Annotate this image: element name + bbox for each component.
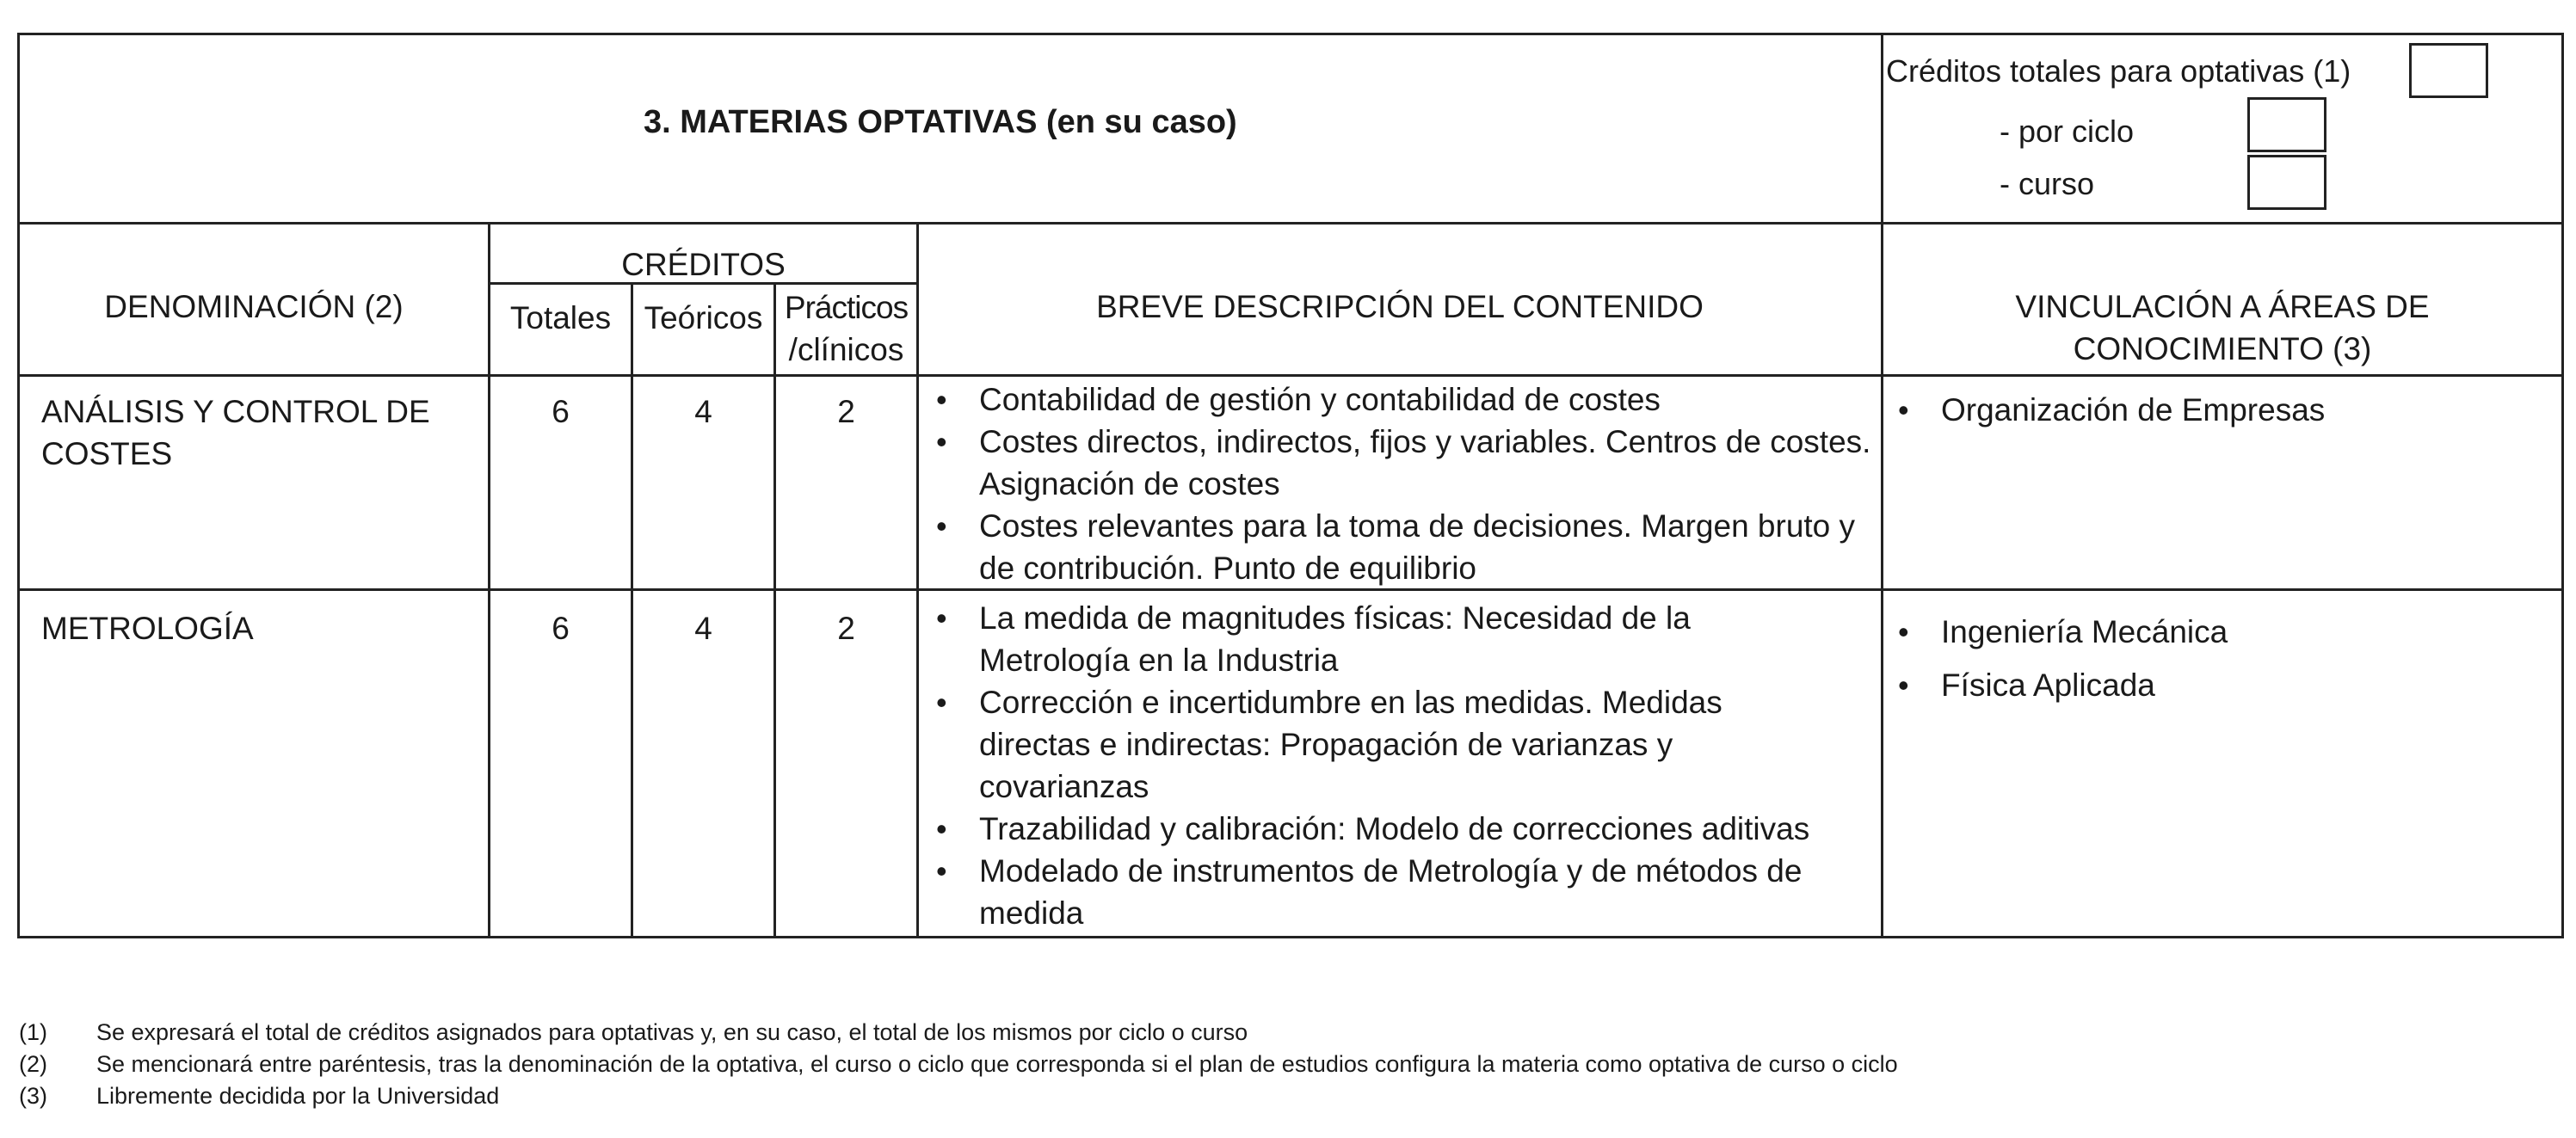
col-header-teoricos: Teóricos <box>644 300 763 335</box>
col-divider-areas <box>1881 33 1883 938</box>
credits-totales: 6 <box>552 394 570 429</box>
subject-name: METROLOGÍA <box>41 611 254 646</box>
list-item: • Costes directos, indirectos, fijos y variables. Centros de costes. Asignación de costes <box>927 421 1874 505</box>
border-left <box>17 33 20 938</box>
header-divider <box>17 222 2564 225</box>
per-course-box <box>2247 155 2326 210</box>
border-bottom <box>17 936 2564 938</box>
col-header-totales: Totales <box>509 300 612 335</box>
footnotes <box>19 1017 1898 1112</box>
footnote <box>19 1049 1898 1080</box>
col-header-vinculacion-2: CONOCIMIENTO (3) <box>2073 331 2372 366</box>
list-item: • Corrección e incertidumbre en las medidas. Medidas directas e indirectas: Propagación de varianzas y covarianzas <box>927 681 1840 808</box>
per-course-label: - curso <box>2000 166 2095 201</box>
list-item: • Costes relevantes para la toma de decisiones. Margen bruto y de contribución. Punto de equilibrio <box>927 505 1874 589</box>
list-item: • La medida de magnitudes físicas: Necesidad de la Metrología en la Industria <box>927 597 1840 681</box>
list-item: • Ingeniería Mecánica <box>1889 606 2552 659</box>
areas-list <box>1889 389 2552 431</box>
col-header-descripcion: BREVE DESCRIPCIÓN DEL CONTENIDO <box>1096 289 1704 324</box>
col-divider-desc <box>916 222 919 938</box>
list-item: • Física Aplicada <box>1889 659 2552 712</box>
per-cycle-label: - por ciclo <box>2000 114 2135 149</box>
column-header-bottom <box>17 374 2564 377</box>
credits-practicos: 2 <box>837 611 855 646</box>
border-top <box>17 33 2564 35</box>
credits-teoricos: 4 <box>694 611 712 646</box>
border-right <box>2561 33 2564 938</box>
footnote <box>19 1017 1898 1049</box>
content-list <box>927 597 1840 934</box>
list-item: • Contabilidad de gestión y contabilidad de costes <box>927 378 1874 421</box>
col-header-vinculacion-1: VINCULACIÓN A ÁREAS DE <box>2015 289 2430 324</box>
credits-total-label: Créditos totales para optativas (1) <box>1886 53 2351 89</box>
content-list <box>927 378 1874 589</box>
credits-total-box <box>2409 43 2488 98</box>
list-item: • Organización de Empresas <box>1889 389 2552 431</box>
footnote-number: (3) <box>19 1083 47 1109</box>
credits-practicos: 2 <box>837 394 855 429</box>
footnote-number: (1) <box>19 1019 47 1045</box>
col-header-creditos: CRÉDITOS <box>621 247 786 282</box>
footnote-number: (2) <box>19 1051 47 1077</box>
col-header-practicos: Prácticos <box>784 290 909 325</box>
section-title: 3. MATERIAS OPTATIVAS (en su caso) <box>644 104 1237 140</box>
col-header-clinicos: /clínicos <box>788 332 904 367</box>
subject-name: ANÁLISIS Y CONTROL DE <box>41 394 430 429</box>
list-item: • Modelado de instrumentos de Metrología y de métodos de medida <box>927 850 1840 934</box>
footnote-text: Libremente decidida por la Universidad <box>96 1083 500 1109</box>
subject-name-cont: COSTES <box>41 436 173 471</box>
credits-totales: 6 <box>552 611 570 646</box>
footnote <box>19 1080 1898 1112</box>
footnote-text: Se mencionará entre paréntesis, tras la denominación de la optativa, el curso o ciclo que corresponda si el plan de estudios configura la materia como optativa de curso o ciclo <box>96 1051 1898 1077</box>
col-header-denominacion: DENOMINACIÓN (2) <box>104 289 404 324</box>
credits-teoricos: 4 <box>694 394 712 429</box>
footnote-text: Se expresará el total de créditos asignados para optativas y, en su caso, el total de los mismos por ciclo o curso <box>96 1019 1248 1045</box>
list-item: • Trazabilidad y calibración: Modelo de correcciones aditivas <box>927 808 1840 850</box>
areas-list <box>1889 606 2552 712</box>
per-cycle-box <box>2247 97 2326 152</box>
